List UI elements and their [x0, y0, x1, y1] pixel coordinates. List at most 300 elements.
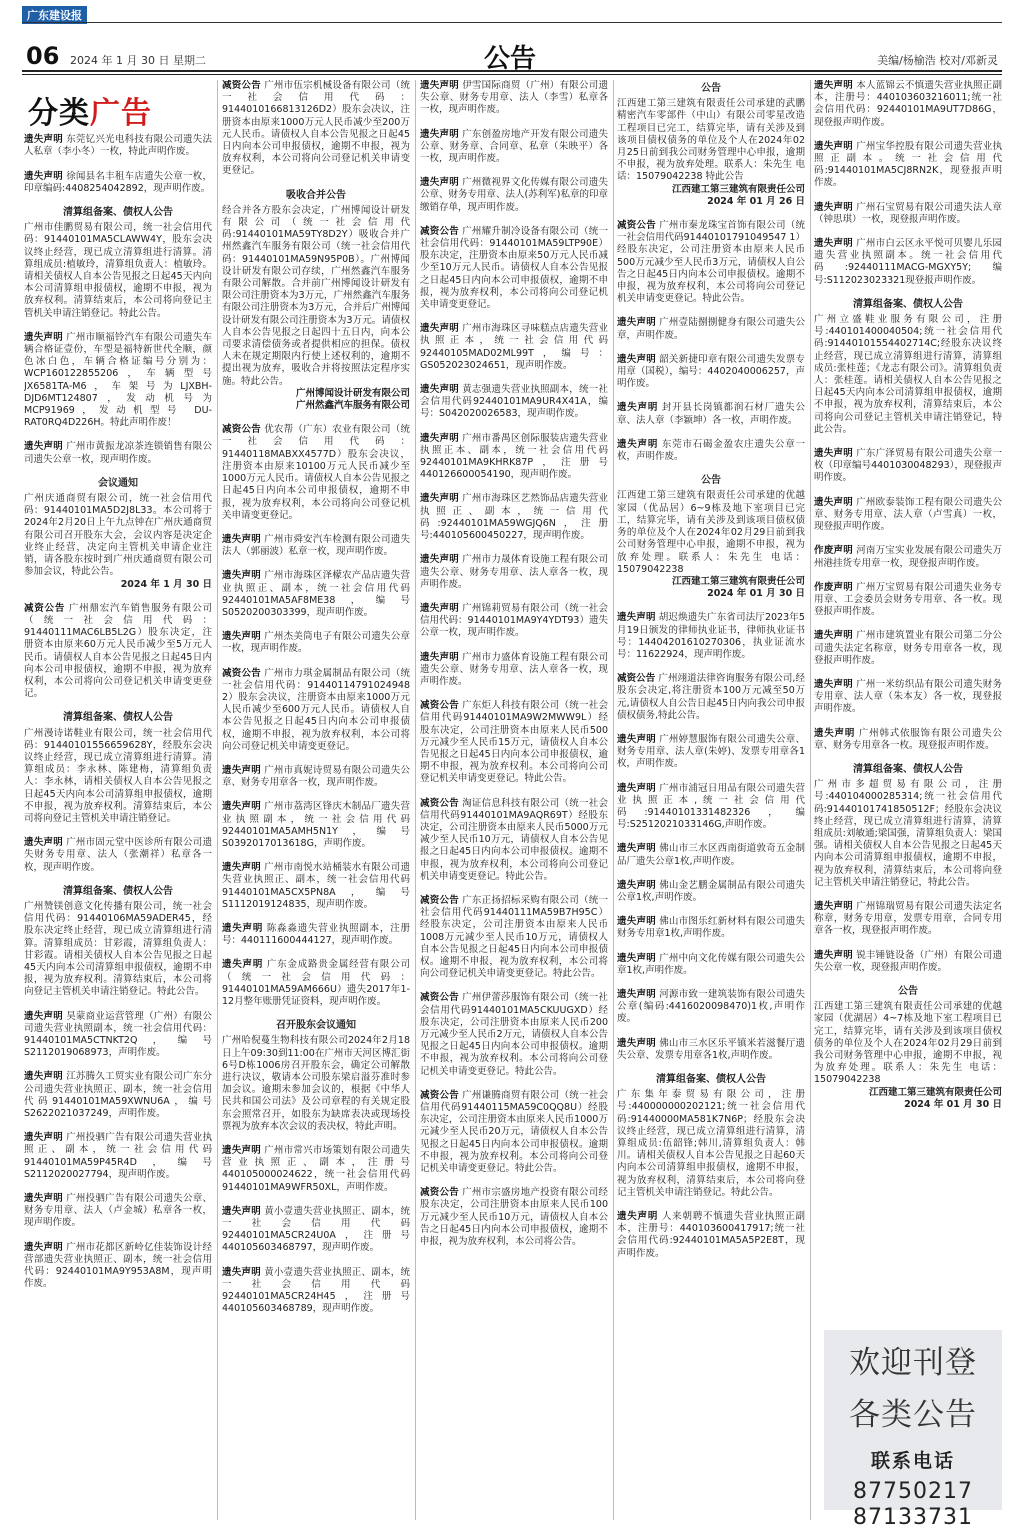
notice-item: [617, 220, 805, 305]
notice-keyword: 遗失声明: [420, 493, 459, 505]
notice-body: [222, 959, 410, 1008]
notice-heading: 清算组备案、债权人公告: [63, 885, 173, 897]
notice-body: [24, 441, 212, 465]
notice-item: [24, 478, 212, 591]
notice-keyword: 遗失声明: [222, 764, 261, 776]
notice-item: [24, 171, 212, 195]
notice-body: [24, 134, 212, 158]
notice-text: 广州锦瑞贸易有限公司遗失法定名称章，财务专用章，发票专用章，合同专用章各一枚，现登报声明作废。: [814, 900, 1002, 937]
notice-text: 广州市白云区永平悦可贝婴儿乐园遗失营业执照副本。统一社会信用代码:92440111MACG-MGXY5Y;编号:S112023023321现登报声明作废。: [814, 238, 1002, 286]
notice-text: 广州锦莉贸易有限公司（统一社会信用代码：91440101MA9Y4YDT93）遗失公章一枚，现声明作废。: [420, 602, 608, 639]
notice-body: [617, 317, 805, 341]
notice-body: [222, 765, 410, 789]
notice-item: [420, 652, 608, 689]
notice-body: [420, 603, 608, 640]
notice-keyword: 遗失声明: [814, 678, 853, 690]
page-number: 06: [26, 42, 60, 70]
notice-item: [420, 992, 608, 1077]
notice-body: [420, 323, 608, 372]
notice-text: 广州市常兴市场策划有限公司遗失营业执照正、副本，注册号440105000024622，统一社会信用代码91440101MA9WFR50XL，声明作废。: [222, 1145, 410, 1193]
notice-keyword: 遗失声明: [814, 949, 853, 961]
notice-keyword: 减资公告: [420, 1187, 459, 1199]
notice-item: [617, 612, 805, 661]
notice-heading: 公告: [701, 475, 721, 487]
notice-body: [222, 80, 410, 178]
notice-signature: 江西建工第三建筑有限责任公司 2024 年 01 月 30 日: [868, 1086, 1002, 1110]
notice-text: 佛山市三水区乐平镇米若滋餐厅遗失公章、发票专用章各1枚,声明作废。: [617, 1037, 805, 1061]
notice-text: 淘证信息科技有限公司（统一社会信用代码91440101MA9AQR69T）经股东决定，公司注册资本由原来人民币5000万元减少至人民币10万元，请债权人自本公告见报之日起45日内向本公司申报债权。逾期不申报，视为放弃权利，本公司将向公司登记机关申请变更登记。特此公告。: [420, 797, 608, 882]
notice-keyword: 遗失声明: [617, 1211, 659, 1223]
notice-item: [420, 895, 608, 980]
notice-column-5: [814, 80, 1002, 1320]
notice-body: [814, 202, 1002, 226]
notice-text: 广州庆通商贸有限公司，统一社会信用代码：91440101MA5D2J8L33。本公司将于2024年2月20日上午九点钟在广州庆通商贸有限公司召开股东大会，会议内容是决定企业终止经营，决定向主管机关申请企业注销，请各股东按时到广州庆通商贸有限公司参加会议，特此公告。: [24, 493, 212, 578]
notice-text: 昊蒙商业运营管理（广州）有限公司遗失营业执照副本，统一社会信用代码：91440101MA5CTNKT2Q，编号S2112019068973，声明作废。: [24, 1010, 212, 1059]
notice-text: 陈淼淼遗失营业执照副本，注册号：440111600444127，现声明作废。: [222, 922, 410, 947]
issue-date: 2024 年 1 月 30 日 星期二: [70, 54, 206, 67]
notice-keyword: 遗失声明: [617, 952, 656, 964]
notice-text: 广州市南悦水站桶装水有限公司遗失营业执照正、副本，统一社会信用代码91440101MA5CX5PN8A，编号 S1112019124835，现声明作废。: [222, 862, 410, 910]
notice-item: [24, 1132, 212, 1181]
notice-body: [617, 783, 805, 832]
notice-keyword: 遗失声明: [420, 554, 459, 566]
notice-item: [420, 1187, 608, 1248]
notice-item: [222, 668, 410, 753]
notice-keyword: 遗失声明: [222, 1145, 261, 1157]
notice-body: [24, 171, 212, 195]
notice-keyword: 遗失声明: [222, 1266, 261, 1278]
notice-text: 伊雪国际商贸（广州）有限公司遗失公章、财务专用章、法人（李雪）私章各一枚，现声明作废。: [420, 80, 608, 116]
notice-keyword: 遗失声明: [420, 177, 459, 189]
header-top-line: [22, 22, 1002, 23]
notice-body: [814, 1001, 1002, 1086]
notice-item: [617, 880, 805, 904]
notice-body: [420, 226, 608, 311]
notice-text: 广州市黄振龙凉茶连锁销售有限公司遗失公章一枚，现声明作废。: [24, 441, 212, 465]
notice-keyword: 遗失声明: [24, 441, 63, 453]
classified-title-part1: 分类: [28, 96, 90, 131]
notice-text: 广州哈倪蔓生物科技有限公司2024年2月18日上午09:30到11:00在广州市天河区博汇街6号D栋1006房召开股东会，确定公司解散进行决议，敬请本公司股东梁启溢芬准时参加会议。逾期未参加会议的，根据《中华人民共和国公司法》及公司章程的有关规定股东会照常召开，如股东为缺席表决或现场投票视为放弃本次会议的表决权，特此声明。: [222, 1035, 410, 1132]
notice-body: [24, 837, 212, 874]
notice-item: [420, 798, 608, 883]
notice-item: [617, 953, 805, 977]
notice-text: 广州投驷广告有限公司遗失营业执照正、副本，统一社会信用代码 91440101MA59P45R4D，编号S2112020027794，现声明作废。: [24, 1132, 212, 1180]
notice-text: 广州鼎宏汽车销售服务有限公司（统一社会信用代码：91440111MAC6LB5L2G）股东决定，注册资本由原来60万元人民币减少至5万元人民币。请债权人自本公告见报之日起45日内向本公司申报债权，逾期不申报，视为放弃权利，本公司将向公司登记机关申请变更登记。: [24, 602, 212, 700]
notice-keyword: 遗失声明: [814, 140, 853, 152]
notice-body: [814, 728, 1002, 752]
notice-text: 广州婷慧服饰有限公司遗失公章、财务专用章、法人章(朱婷)、发票专用章各1枚，声明作废。: [617, 733, 805, 770]
notice-item: [222, 570, 410, 619]
notice-text: 广东集年泰贸易有限公司，注册号:440000000202121;统一社会信用代码:91440000MA581K7N6P；经股东会决议终止经营，现已成立清算组进行清算，清算组成员:伍韶锋;韩川,清算组负责人：韩川。请相关债权人自本公告见报之日起60天内向本公司清算组申报债权，逾期不申报，视为放弃权利，清算结束后，本公司将向登记主管机关申请注销登记。特此公告。: [617, 1089, 805, 1198]
notice-body: [617, 880, 805, 904]
notice-keyword: 遗失声明: [617, 916, 656, 928]
notice-text: 河南万宝实业发展有限公司遗失万州港挂货专用章一枚，现登报声明作废。: [814, 545, 1002, 569]
notice-keyword: 减资公告: [222, 424, 261, 436]
notice-heading: 公告: [701, 83, 721, 94]
notice-item: [617, 1211, 805, 1260]
notice-item: [24, 1011, 212, 1060]
notice-body: [420, 652, 608, 689]
notice-item: [222, 923, 410, 947]
notice-keyword: 遗失声明: [814, 630, 853, 642]
notice-item: [24, 207, 212, 320]
notice-item: [617, 916, 805, 940]
notice-text: 广州壹陆捌捌健身有限公司遗失公章，声明作废。: [617, 317, 805, 341]
notice-item: [222, 1206, 410, 1255]
notice-keyword: 遗失声明: [24, 331, 63, 343]
notice-text: 广州市花都区新岭亿佳装饰设计经营部遗失营业执照正、副本，统一社会信用代码：92440101MA9Y953A8M，现声明作废。: [24, 1241, 212, 1290]
notice-text: 广州赞镁创意文化传播有限公司，统一社会信用代码：91440106MA59ADER45，经股东决定终止经营，现已成立清算组进行清算。清算组成员：甘彩霞，清算组负责人：甘彩霞。请相关债权人自本公告见报之日起45天内向本公司清算组申报债权，逾期不申报，视为放弃权利。清算结束后，本公司将向登记主管机关申请注销登记。特此公告。: [24, 900, 212, 998]
notice-keyword: 遗失声明: [24, 1193, 63, 1205]
notice-body: [24, 603, 212, 701]
notice-item: [617, 1038, 805, 1062]
notice-item: [24, 1242, 212, 1291]
notice-item: [617, 1074, 805, 1199]
notice-keyword: 减资公告: [617, 673, 656, 685]
notice-body: [420, 177, 608, 214]
notice-text: 经合并各方股东会决定，广州博闻设计研发有限公司（统一社会信用代码:91440101MA59TY8D2Y）吸收合并广州然鑫汽车服务有限公司（统一社会信用代码：91440101MA59N95P0B）。广州博闻设计研发有限公司存续，广州然鑫汽车服务有限公司解散。合并前广州博闻设计研发有限公司注册资本为3万元，广州然鑫汽车服务有限公司注册资本为3万元，合并后广州博闻设计研发有限公司注册资本为3万元。请债权人自本公告见报之日起四十五日内，向本公司要求清偿债务或者提供相应的担保。债权人未在规定期限内行使上述权利的，逾期不提出视为放弃，吸收合并将按照法定程序实施。特此公告。: [222, 204, 410, 387]
classified-ads-title: [28, 96, 212, 131]
notice-item: [24, 134, 212, 158]
notice-keyword: 遗失声明: [222, 1205, 261, 1217]
notice-item: [617, 475, 805, 600]
notice-item: [222, 534, 410, 558]
notice-body: [814, 238, 1002, 287]
notice-text: 广州市番禺区创际服装店遗失营业执照正本、副本，统一社会信用代码 92440101MA9KHRK87P，注册号 440126600054190，现声明作废。: [420, 432, 608, 481]
notice-body: [24, 1193, 212, 1230]
notice-text: 广州微视界文化传媒有限公司遗失公章、财务专用章、法人(苏利军)私章的印章缴销存单，现声明作废。: [420, 177, 608, 213]
notice-item: [222, 631, 410, 655]
notice-keyword: 遗失声明: [222, 959, 264, 971]
notice-text: 本人蓝锦云不慎遗失营业执照正副本，注册号：440103603216011;统一社会信用代码：92440101MA9UT7D86G，现登报声明作废。: [814, 80, 1002, 128]
notice-body: [814, 582, 1002, 619]
notice-body: [814, 448, 1002, 485]
notice-heading: 召开股东会议通知: [276, 1020, 356, 1032]
notice-item: [617, 83, 805, 208]
notice-text: 优农帮（广东）农业有限公司（统一社会信用代码：91440118MABXX4577D）股东会决议，注册资本由原来10100万元人民币减少至1000万元人民币。请债权人自本公告见报之日起45日内向本公司申报债权，逾期不申报，视为放弃权利，本公司将向公司登记机关申请变更登记。: [222, 424, 410, 521]
notice-body: [617, 1038, 805, 1062]
notice-item: [617, 843, 805, 867]
column-divider: [810, 80, 811, 1520]
notice-body: [222, 570, 410, 619]
notice-item: [617, 354, 805, 391]
notice-text: 广州市伍宗机械设备有限公司（统一社会信用代码：9144010166813126D2）股东会决议，注册资本由原来1000万元人民币减少至200万元人民币。请债权人自本公告见报之日起45日内向本公司申报债权，逾期不申报，视为放弃权利，本公司将向公司登记机关申请变更登记。: [222, 80, 410, 177]
notice-item: [814, 80, 1002, 129]
notice-text: 广州一米纺织品有限公司遗失财务专用章、法人章（朱本友）各一枚，现登报声明作废。: [814, 678, 1002, 715]
notice-keyword: 减资公告: [420, 992, 459, 1004]
notice-item: [222, 959, 410, 1008]
notice-keyword: 遗失声明: [617, 1037, 656, 1049]
notice-text: 黄小壹遗失营业执照正、副本，统一社会信用代码92440101MA5CR24H45，注册号440105603468789，现声明作废。: [222, 1266, 410, 1315]
notice-keyword: 遗失声明: [617, 438, 659, 450]
notice-keyword: 遗失声明: [814, 727, 856, 739]
notice-body: [222, 923, 410, 947]
notice-keyword: 减资公告: [222, 667, 261, 679]
notice-column-1: [24, 80, 212, 1520]
notice-text: 广州市固元堂中医诊所有限公司遗失财务专用章、法人（张潮祥）私章各一枚，现声明作废。: [24, 837, 212, 873]
ad-phone-label: 联系电话: [870, 1450, 955, 1472]
notice-body: [814, 950, 1002, 974]
notice-keyword: 遗失声明: [617, 843, 656, 855]
notice-text: 广州市建筑置业有限公司第二分公司遗失法定名称章，财务专用章各一枚，现登报声明作废。: [814, 630, 1002, 666]
notice-body: [24, 1011, 212, 1060]
notice-item: [24, 837, 212, 874]
column-divider: [613, 80, 614, 1520]
notice-keyword: 遗失声明: [420, 651, 459, 663]
notice-body: [617, 402, 805, 426]
notice-item: [814, 497, 1002, 534]
notice-column-3: [420, 80, 608, 1520]
notice-text: 广州市力琪金属制品有限公司（统一社会信用代码：91440114791024948 2）股东会决议，注册资本由原来1000万元人民币减少至600万元人民币。请债权人自本公告见报之日起45日内向本公司申报债权，逾期不申报，视为放弃权利，本公司将向公司登记机关申请变更登记。: [222, 667, 410, 752]
notice-body: [617, 1089, 805, 1199]
notice-item: [24, 603, 212, 701]
notice-body: [617, 354, 805, 391]
notice-signature: 江西建工第三建筑有限责任公司 2024 年 01 月 26 日: [671, 183, 805, 207]
notice-signature: 江西建工第三建筑有限责任公司 2024 年 01 月 30 日: [671, 575, 805, 600]
notice-text: 广州市荔湾区锋庆木制品厂遗失营业执照副本，统一社会信用代码 92440101MA5AMH5N1Y，编号S0392017013618G，声明作废。: [222, 801, 410, 849]
notice-item: [814, 901, 1002, 938]
notice-keyword: 减资公告: [420, 225, 459, 237]
notice-keyword: 遗失声明: [222, 922, 264, 934]
notice-item: [814, 630, 1002, 667]
notice-keyword: 遗失声明: [420, 602, 459, 614]
notice-text: 广州宝华控股有限公司遗失营业执照正副本。统一社会信用代码:91440101MA5CJ8RN2K，现登报声明作废。: [814, 140, 1002, 189]
notice-body: [24, 728, 212, 826]
notice-keyword: 遗失声明: [222, 570, 261, 582]
notice-heading: 公告: [898, 985, 918, 997]
notice-item: [420, 1090, 608, 1175]
notice-body: [420, 384, 608, 421]
notice-item: [420, 700, 608, 785]
notice-body: [24, 332, 212, 430]
notice-keyword: 遗失声明: [617, 402, 659, 414]
notice-heading: 清算组备案、债权人公告: [63, 207, 173, 219]
notice-keyword: 遗失声明: [24, 134, 63, 146]
notice-item: [420, 80, 608, 117]
notice-keyword: 遗失声明: [24, 1132, 63, 1144]
notice-keyword: 遗失声明: [617, 733, 656, 745]
notice-item: [24, 332, 212, 430]
notice-keyword: 减资公告: [420, 1089, 459, 1101]
notice-body: [814, 545, 1002, 569]
notice-body: [420, 129, 608, 166]
notice-item: [420, 226, 608, 311]
notice-heading: 清算组备案、债权人公告: [853, 763, 963, 775]
notice-body: [814, 630, 1002, 667]
notice-heading: 清算组备案、债权人公告: [853, 298, 963, 310]
notice-keyword: 遗失声明: [420, 80, 459, 91]
notice-body: [814, 314, 1002, 436]
notice-text: 佛山市三水区西南街道敦奇五金制品厂遗失公章1枚,声明作废。: [617, 843, 805, 867]
notice-body: [24, 1132, 212, 1181]
notice-text: 广州石宝贸易有限公司遗失法人章（钟思琪）一枚，现登报声明作废。: [814, 201, 1002, 225]
notice-body: [222, 205, 410, 388]
notice-item: [814, 448, 1002, 485]
notice-item: [617, 734, 805, 771]
notice-text: 广州市海珠区泽檬农产品店遗失营业执照正、副本，统一社会信用代码 92440101MA5AF8ME38，编号 S0520200303399，现声明作废。: [222, 570, 410, 618]
notice-body: [222, 1035, 410, 1133]
notice-heading: 清算组备案、债权人公告: [656, 1074, 766, 1085]
notice-text: 广州杰美筒电子有限公司遗失公章一枚，现声明作废。: [222, 631, 410, 655]
notice-text: 佛山金艺鹏金属制品有限公司遗失公章1枚,声明作废。: [617, 879, 805, 903]
notice-item: [222, 765, 410, 789]
notice-signature: 广州博闻设计研发有限公司 广州然鑫汽车服务有限公司: [295, 387, 410, 412]
notice-body: [222, 631, 410, 655]
notice-body: [420, 1187, 608, 1248]
notice-keyword: 遗失声明: [617, 612, 656, 624]
notice-body: [617, 98, 805, 183]
ad-phone-2: 87133731: [853, 1505, 973, 1530]
notice-item: [814, 986, 1002, 1111]
notice-body: [814, 679, 1002, 716]
notice-item: [420, 603, 608, 640]
notice-text: 江西建工第三建筑有限责任公司承建的优越家园（优品居）6~9栋及地下室项目已完工，结算完毕，请有关涉及到该项目债权债务的单位及个人在2024年02月29日前到我公司财务管理中心申报，逾期不申报，视为放弃处理。联系人：朱先生 电话：15079042238: [617, 490, 805, 575]
notice-item: [420, 493, 608, 542]
notice-keyword: 减资公告: [24, 602, 66, 614]
notice-keyword: 作废声明: [814, 581, 853, 593]
newspaper-logo: 广东建设报: [22, 6, 87, 24]
notice-text: 广东广泽贸易有限公司遗失公章一枚（印章编号4401030048293），现登报声明作废。: [814, 448, 1002, 484]
notice-text: 徐闻县名丰租车店遗失公章一枚，印章编码:4408254042892，现声明作废。: [24, 170, 212, 194]
notice-column-4: [617, 80, 805, 1520]
notice-text: 广州市力盛体育设施工程有限公司遗失公章、财务专用章、法人章各一枚，现声明作废。: [420, 651, 608, 687]
notice-keyword: 遗失声明: [617, 988, 656, 1000]
notice-item: [24, 886, 212, 999]
ad-line-2: 各类公告: [849, 1397, 977, 1433]
notice-heading: 会议通知: [98, 477, 138, 489]
notice-body: [420, 700, 608, 785]
notice-body: [420, 433, 608, 482]
notice-keyword: 遗失声明: [814, 80, 853, 91]
notice-text: 江苏腾久工贸实业有限公司广东分公司遗失营业执照正、副本，统一社会信用代码91440101MA59XWNU6A，编号S2622021037249，声明作废。: [24, 1071, 212, 1120]
notice-keyword: 遗失声明: [814, 201, 853, 213]
header-rule: [22, 70, 1002, 72]
notice-item: [814, 238, 1002, 287]
notice-item: [814, 141, 1002, 190]
notice-body: [617, 612, 805, 661]
notice-keyword: 减资公告: [617, 220, 656, 232]
notice-body: [617, 439, 805, 463]
notice-item: [814, 545, 1002, 569]
notice-text: 广州市舜安汽车检测有限公司遗失法人（郭丽波）私章一枚，现声明作废。: [222, 533, 410, 558]
notice-text: 广州伊蕾莎服饰有限公司（统一社会信用代码91440101MA5CKUUGXD）经股东决定，公司注册资本由原来人民币200万元减少至人民币2万元，请债权人自本公告见报之日起45日内向本公司申报债权。逾期不申报，视为放弃权利。本公司将向公司登记机关申请变更登记。特此公告。: [420, 992, 608, 1077]
notice-body: [617, 1211, 805, 1260]
notice-text: 广州中向文化传媒有限公司遗失公章1枚,声明作废。: [617, 952, 805, 976]
notice-item: [24, 1193, 212, 1230]
notice-text: 广州立盛鞋业服务有限公司，注册号:440101400040504;统一社会信用代码:91440101554402714C;经股东决议终止经营，现已成立清算组进行清算，清算组成员:张桂莲；《龙志有限公司》。清算组负责人：张桂莲。请相关债权人自本公告见报之日起45天内向本公司清算组申报债权，逾期不申报，视为放弃权利，清算结束后，本公司将向公司登记主管机关申请注销登记，特此公告。: [814, 314, 1002, 435]
notice-body: [617, 490, 805, 575]
column-divider: [415, 80, 416, 1520]
classified-title-part2: 广告: [90, 96, 152, 131]
notice-body: [222, 862, 410, 911]
notice-body: [24, 493, 212, 578]
notice-keyword: 遗失声明: [617, 782, 656, 794]
notice-text: 广东炬人科技有限公司（统一社会信用代码91440101MA9W2MWW9L）经股东决定，公司注册资本由原来人民币500万元减少至人民币15万元，请债权人自本公告见报之日起45日内向本公司申报债权，逾期不申报，视为放弃权利。本公司将向公司登记机关申请变更登记。特此公告。: [420, 700, 608, 785]
notice-item: [222, 801, 410, 850]
notice-text: 广州市海珠区寻味糕点店遗失营业执照正本，统一社会信用代码92440105MAD02ML99T，编号：GS052023024651，现声明作废。: [420, 323, 608, 371]
notice-item: [222, 80, 410, 178]
notice-body: [24, 1242, 212, 1291]
notice-text: 广州市力晟体育设施工程有限公司遗失公章、财务专用章、法人章各一枚，现声明作废。: [420, 554, 608, 590]
notice-item: [617, 989, 805, 1026]
notice-body: [617, 673, 805, 722]
notice-keyword: 遗失声明: [24, 1071, 63, 1083]
notice-keyword: 遗失声明: [24, 837, 63, 849]
notice-body: [814, 901, 1002, 938]
notice-body: [814, 141, 1002, 190]
notice-body: [420, 895, 608, 980]
notice-body: [617, 734, 805, 771]
notice-text: 黄小壹遗失营业执照正、副本，统一社会信用代码92440101MA5CR24U0A，注册号440105603468797，现声明作废。: [222, 1205, 410, 1254]
notice-text: 广州市真妮诗贸易有限公司遗失公章、财务专用章各一枚，现声明作废。: [222, 764, 410, 789]
advertisement-box: [824, 1330, 1002, 1530]
notice-keyword: 减资公告: [420, 700, 459, 712]
notice-text: 广州耀升制冷设备有限公司（统一社会信用代码：91440101MA59LTP90E）股东决定，注册资本由原来50万元人民币减少至10万元人民币。请债权人自本公告见报之日起45日内向本公司申报债权，逾期不申报，视为放弃权利，本公司将向公司登记机关申请变更登记。: [420, 225, 608, 311]
notice-body: [420, 554, 608, 591]
notice-heading: 吸收合并公告: [286, 189, 346, 201]
notice-keyword: 遗失声明: [420, 384, 459, 396]
notice-keyword: 遗失声明: [814, 496, 853, 508]
section-title: 公告: [483, 44, 536, 74]
notice-keyword: 遗失声明: [814, 238, 853, 250]
notice-body: [814, 80, 1002, 129]
notice-keyword: 作废声明: [814, 545, 853, 557]
notice-body: [420, 80, 608, 117]
notice-keyword: 遗失声明: [617, 317, 656, 329]
notice-signature: 2024 年 1 月 30 日: [120, 578, 212, 590]
notice-text: 广东正扬招标采购有限公司（统一社会信用代码91440111MA59B7H95C）经股东决定，公司注册资本由原来人民币1008万元减少至人民币10万元，请债权人自本公告见报之日起45日内向本公司申报债权。逾期不申报，视为放弃权利，本公司将向公司登记机关申请变更登记。特此公告。: [420, 894, 608, 980]
notice-item: [617, 402, 805, 426]
notice-item: [222, 1145, 410, 1194]
notice-item: [222, 1267, 410, 1316]
notice-keyword: 减资公告: [420, 894, 459, 906]
notice-body: [222, 424, 410, 522]
notice-body: [24, 901, 212, 999]
notice-keyword: 遗失声明: [24, 1010, 63, 1022]
notice-keyword: 遗失声明: [24, 1241, 63, 1253]
notice-keyword: 遗失声明: [420, 432, 459, 444]
notice-body: [617, 916, 805, 940]
notice-text: 广州谦腾商贸有限公司（统一社会信用代码91440115MA59C0QQ8U）经股东决定，公司注册资本由原来人民币1000万元减少至人民币20万元，请债权人自本公告见报之日起45日内向本公司申报债权。逾期不申报，视为放弃权利。本公司将向公司登记机关申请变更登记。特此公告。: [420, 1089, 608, 1175]
notice-text: 广州翊道法律咨询服务有限公司,经股东会决定,将注册资本100万元减至50万元,请债权人自公告日起45日内向我公司申报债权债务,特此公告。: [617, 673, 805, 721]
notice-body: [222, 668, 410, 753]
notice-text: 广州市秦龙珠宝首饰有限公司（统一社会信用代码91440101791049547 1）经股东决定，公司注册资本由原来人民币500万元减少至人民币3万元，请债权人自公告之日起45日内向本公司申报债权。逾期不申报，视为放弃权利，本公司将向公司登记机关申请变更登记。特此公告。: [617, 220, 805, 305]
notice-item: [222, 424, 410, 522]
notice-item: [617, 317, 805, 341]
notice-text: 人来朝聘不慎遗失营业执照正副本，注册号：440103600417917;统一社会信用代码:92440101MA5A5P2E8T，现声明作废。: [617, 1211, 805, 1259]
ad-line-1: 欢迎刊登: [849, 1345, 977, 1381]
notice-item: [814, 728, 1002, 752]
notice-item: [24, 1071, 212, 1120]
notice-item: [814, 202, 1002, 226]
notice-body: [24, 1071, 212, 1120]
editor-credits: 美编/杨榆浩 校对/邓新灵: [877, 54, 998, 67]
notice-keyword: 遗失声明: [814, 900, 853, 912]
notice-text: 东莞市石碣金盈农庄遗失公章一枚，声明作废。: [617, 438, 805, 463]
notice-item: [420, 129, 608, 166]
notice-item: [24, 712, 212, 825]
notice-item: [420, 384, 608, 421]
notice-body: [814, 779, 1002, 889]
notice-item: [814, 582, 1002, 619]
notice-text: 广州市多超贸易有限公司，注册号:440104000285314;统一社会信用代码:91440101741850512F；经股东会决议终止经营，现已成立清算组进行清算，清算组成员:刘敏通;梁国强，清算组负责人：梁国强。请相关债权人自本公告见报之日起45天内向本公司清算组申报债权，逾期不申报，视为放弃权利，清算结束后，本公司将向登记主管机关申请注销登记，特此公告。: [814, 779, 1002, 888]
notice-keyword: 遗失声明: [222, 801, 261, 813]
notice-keyword: 遗失声明: [617, 353, 656, 365]
notice-item: [420, 177, 608, 214]
notice-item: [617, 439, 805, 463]
notice-item: [222, 190, 410, 413]
notice-text: 佛山市图乐红新材料有限公司遗失财务专用章1枚,声明作废。: [617, 916, 805, 940]
